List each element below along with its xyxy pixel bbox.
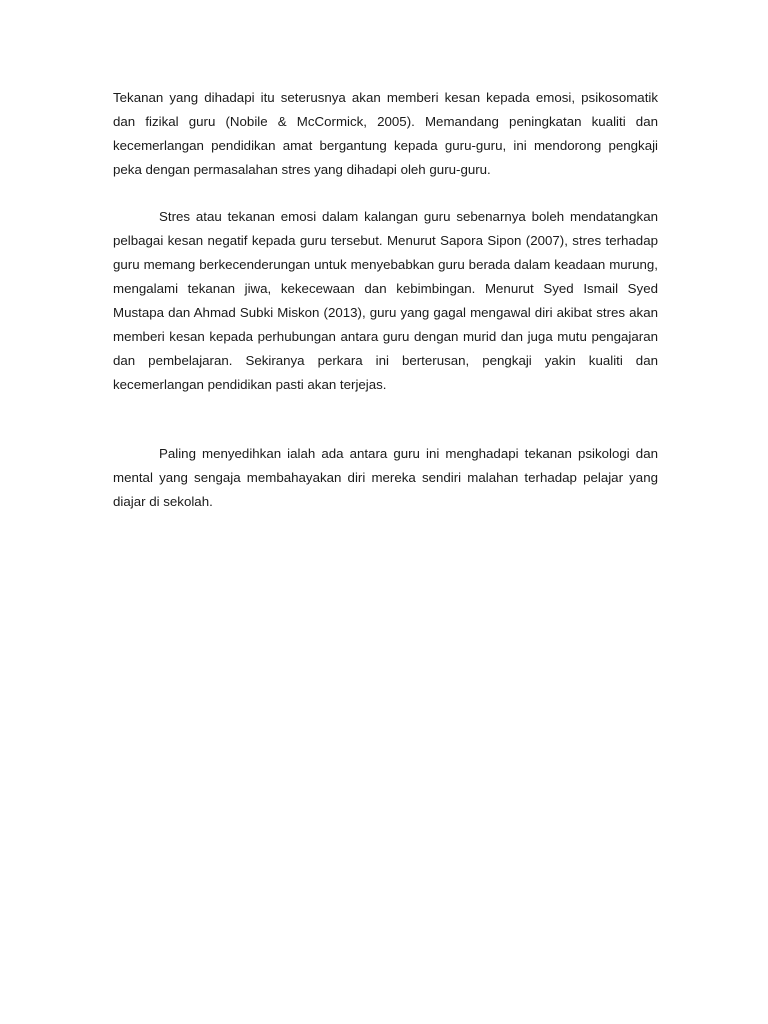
paragraph-1: Tekanan yang dihadapi itu seterusnya akan memberi kesan kepada emosi, psikosomatik dan fizikal guru (Nobile & McCormick, 2005). Memandang peningkatan kualiti dan kecemerlangan pendidikan amat bergantung kepada guru-guru, ini mendorong pengkaji peka dengan permasalahan stres yang dihadapi oleh guru-guru. — [113, 90, 658, 177]
paragraph-3: Paling menyedihkan ialah ada antara guru ini menghadapi tekanan psikologi dan mental yang sengaja membahayakan diri mereka sendiri malahan terhadap pelajar yang diajar di sekolah. — [113, 446, 658, 509]
paragraph-2: Stres atau tekanan emosi dalam kalangan guru sebenarnya boleh mendatangkan pelbagai kesan negatif kepada guru tersebut. Menurut Sapora Sipon (2007), stres terhadap guru memang berkecenderungan untuk menyebabkan guru berada dalam keadaan murung, mengalami tekanan jiwa, kekecewaan dan kebimbingan. Menurut Syed Ismail Syed Mustapa dan Ahmad Subki Miskon (2013), guru yang gagal mengawal diri akibat stres akan memberi kesan kepada perhubungan antara guru dengan murid dan juga mutu pengajaran dan pembelajaran. Sekiranya perkara ini berterusan, pengkaji yakin kualiti dan kecemerlangan pendidikan pasti akan terjejas. — [113, 209, 658, 392]
